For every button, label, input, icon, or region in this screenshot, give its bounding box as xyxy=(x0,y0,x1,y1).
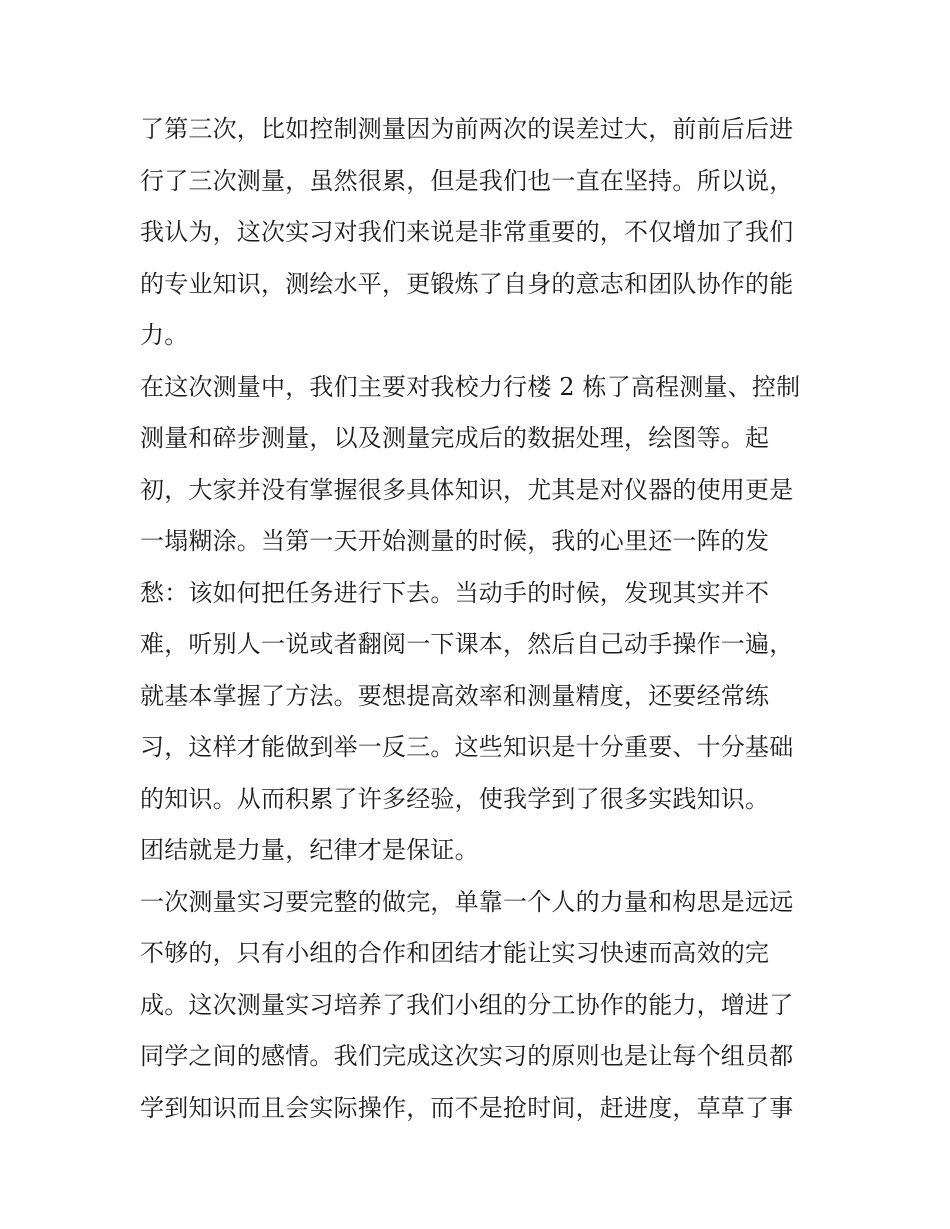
text-line: 同学之间的感情。我们完成这次实习的原则也是让每个组员都 xyxy=(140,1042,794,1070)
text-line: 习，这样才能做到举一反三。这些知识是十分重要、十分基础 xyxy=(140,733,794,761)
text-line: 在这次测量中，我们主要对我校力行楼 2 栋了高程测量、控制 xyxy=(140,372,801,401)
text-line: 愁：该如何把任务进行下去。当动手的时候，发现其实并不 xyxy=(140,578,770,607)
body-text xyxy=(140,104,820,1134)
text-line: 就基本掌握了方法。要想提高效率和测量精度，还要经常练 xyxy=(140,681,770,710)
text-line: 的知识。从而积累了许多经验，使我学到了很多实践知识。 xyxy=(140,784,770,813)
text-line: 学到知识而且会实际操作，而不是抢时间，赶进度，草草了事 xyxy=(140,1093,794,1122)
text-line: 难，听别人一说或者翻阅一下课本，然后自己动手操作一遍， xyxy=(140,630,794,658)
text-line: 不够的，只有小组的合作和团结才能让实习快速而高效的完 xyxy=(140,939,770,967)
text-line: 行了三次测量，虽然很累，但是我们也一直在坚持。所以说， xyxy=(140,166,794,195)
text-line: 我认为，这次实习对我们来说是非常重要的，不仅增加了我们 xyxy=(140,218,794,246)
text-line: 成。这次测量实习培养了我们小组的分工协作的能力，增进了 xyxy=(140,990,794,1019)
text-line: 测量和碎步测量，以及测量完成后的数据处理，绘图等。起 xyxy=(140,424,770,452)
text-line: 了第三次，比如控制测量因为前两次的误差过大，前前后后进 xyxy=(140,115,794,143)
text-line: 一次测量实习要完整的做完，单靠一个人的力量和构思是远远 xyxy=(140,887,794,916)
text-line: 力。 xyxy=(140,321,189,349)
text-line: 的专业知识，测绘水平，更锻炼了自身的意志和团队协作的能 xyxy=(140,269,794,298)
text-line: 团结就是力量，纪律才是保证。 xyxy=(140,836,479,864)
text-line: 一塌糊涂。当第一天开始测量的时候，我的心里还一阵的发 xyxy=(140,527,770,555)
text-line: 初，大家并没有掌握很多具体知识，尤其是对仪器的使用更是 xyxy=(140,475,794,504)
